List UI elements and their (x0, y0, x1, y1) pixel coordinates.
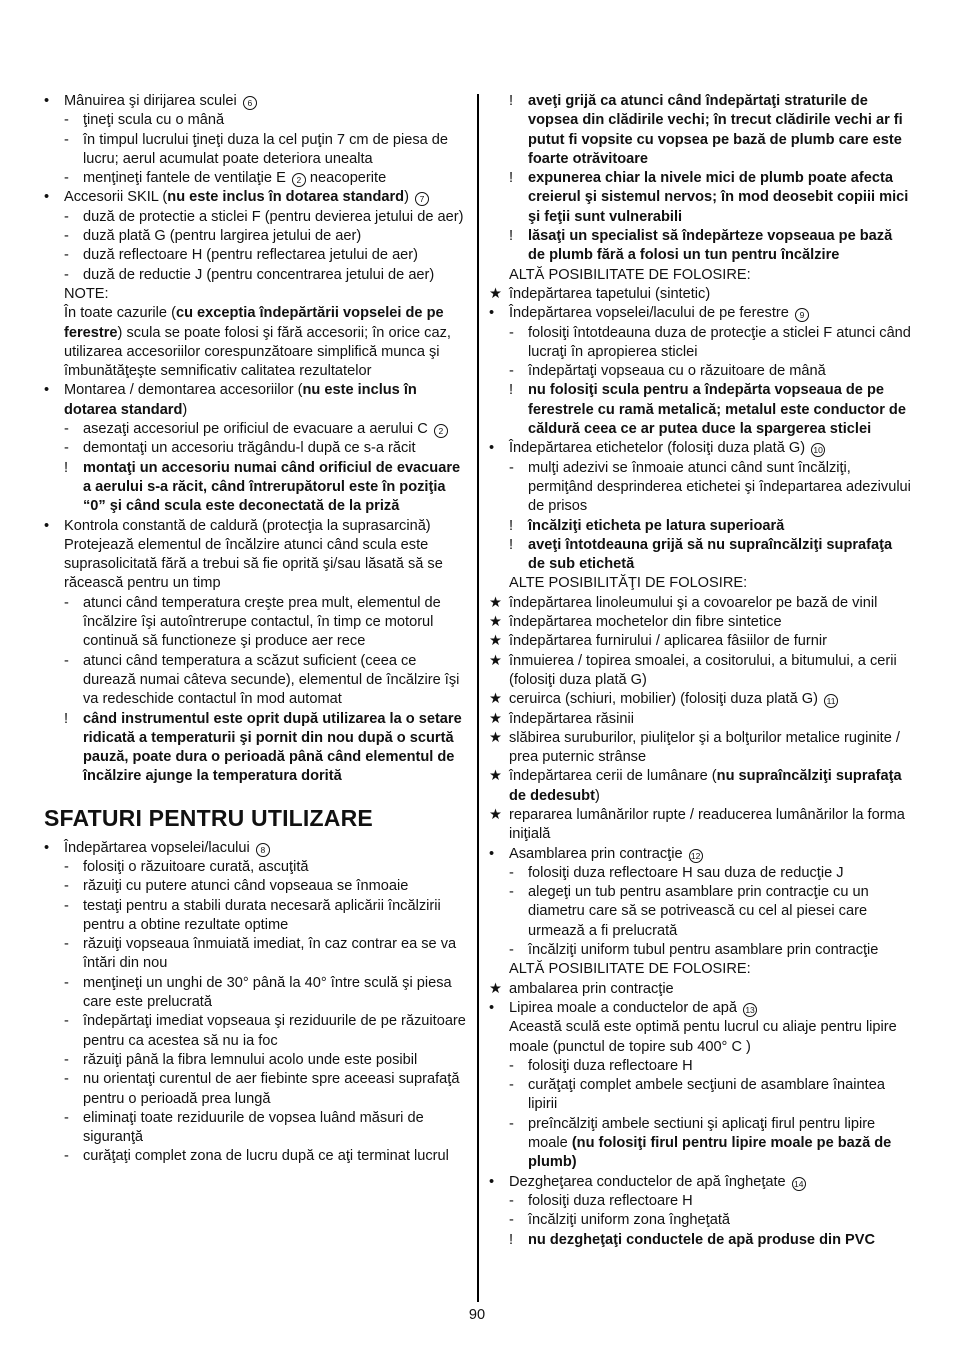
dash-marker: - (64, 421, 69, 438)
text: răzuiţi vopseaua înmuiată imediat, în caz contrar ea se va întări din nou (83, 936, 457, 972)
sub-item (489, 362, 913, 381)
bullet-marker: • (44, 839, 50, 856)
bullet-marker: • (489, 1173, 495, 1190)
text: curăţaţi complet zona de lucru după ce aţi terminat lucrul (83, 1148, 449, 1165)
sub-item (44, 974, 468, 1013)
text: duză reflectoare H (pentru reflectarea jetului de aer) (83, 247, 419, 264)
sub-item (44, 266, 468, 285)
bullet-marker: • (44, 189, 50, 206)
text: în timpul lucrului ţineţi duza la cel puţin 7 cm de piesa de lucru; aerul acumulat poate deteriora unealta (83, 131, 449, 167)
sub-item (489, 1057, 913, 1076)
dash-marker: - (64, 247, 69, 264)
usage-item (489, 285, 913, 304)
text: atunci când temperatura a scăzut suficient (ceea ce durează numai câteva secunde), elementul de încălzire îşi va redeschide contactul în mod automat (83, 652, 460, 708)
dash-marker: - (64, 1109, 69, 1126)
sub-item (489, 1115, 913, 1173)
text: demontaţi un accesoriu trăgându-l după ce s-a răcit (83, 440, 416, 457)
figure-reference: 9 (795, 308, 809, 322)
warning-item (489, 1231, 913, 1250)
text: Îndepărtarea vopselei/lacului (64, 839, 254, 856)
dash-marker: - (509, 864, 514, 881)
figure-reference: 10 (811, 443, 825, 457)
dash-marker: - (64, 1051, 69, 1068)
text: Montarea / demontarea accesoriilor ( (64, 382, 303, 399)
sub-item (44, 420, 468, 439)
paragraph (489, 960, 913, 979)
paragraph (44, 285, 468, 304)
text: Accesorii SKIL ( (64, 189, 168, 206)
dash-marker: - (509, 1077, 514, 1094)
dash-marker: - (64, 858, 69, 875)
sub-item (44, 111, 468, 130)
bold-text: nu dezgheţaţi conductele de apă produse din PVC (528, 1231, 876, 1248)
figure-reference: 14 (792, 1177, 806, 1191)
text: ţineţi scula cu o mână (83, 112, 225, 129)
text: În toate cazurile ( (64, 305, 176, 322)
bold-text: aveţi grijă ca atunci când îndepărtaţi straturile de vopsea din clădirile vechi; în trecut clădirile vechi ar fi putut fi vopsite cu vopsea pe bază de plumb care este foarte otrăvitoare (528, 93, 903, 167)
star-icon: ★ (489, 980, 503, 997)
sub-item (44, 439, 468, 458)
text: preîncălziţi ambele sectiuni şi aplicaţi firul pentru lipire moale (528, 1115, 876, 1152)
text: ) scula se poate folosi şi fără accesorii; în orice caz, utilizarea accesoriilor corespunzătoare simplifică munca şi îmbunătăţeşte semnificativ calitatea rezultatelor (64, 324, 451, 380)
text: îndepărtarea răsinii (509, 710, 634, 727)
dash-marker: - (509, 1212, 514, 1229)
text: Lipirea moale a conductelor de apă (509, 999, 742, 1016)
bullet-item (489, 439, 913, 458)
bullet-marker: • (489, 999, 495, 1016)
dash-marker: - (64, 652, 69, 669)
text: ambalarea prin contracţie (509, 980, 674, 997)
warning-marker: ! (509, 1231, 514, 1248)
sub-item (44, 1147, 468, 1166)
sub-item (489, 1076, 913, 1115)
dash-marker: - (64, 228, 69, 245)
sub-item (44, 227, 468, 246)
bullet-item (44, 381, 468, 420)
text: testaţi pentru a stabili durata necesară aplicării încălzirii pentru a obtine rezultate optime (83, 897, 441, 933)
sub-item (44, 652, 468, 710)
bullet-item (489, 999, 913, 1018)
warning-marker: ! (509, 536, 514, 553)
bold-text: nu este inclus în dotarea standard (64, 382, 417, 418)
star-icon: ★ (489, 614, 503, 631)
usage-item (489, 806, 913, 845)
bullet-item (44, 188, 468, 207)
star-icon: ★ (489, 806, 503, 823)
figure-reference: 6 (243, 96, 257, 110)
dash-marker: - (64, 897, 69, 914)
text: duză de reductie J (pentru concentrarea jetului de aer) (83, 266, 435, 283)
text: folosiţi o răzuitoare curată, ascuţită (83, 858, 309, 875)
dash-marker: - (64, 208, 69, 225)
bold-text: aveţi întotdeauna grijă să nu supraîncălziţi suprafaţa de sub etichetă (528, 536, 893, 573)
bullet-marker: • (44, 517, 50, 534)
dash-marker: - (64, 131, 69, 148)
figure-reference: 12 (689, 849, 703, 863)
text: îndepărtarea mochetelor din fibre sintetice (509, 614, 782, 631)
dash-marker: - (509, 1057, 514, 1074)
paragraph (489, 266, 913, 285)
text: îndepărtaţi vopseaua cu o răzuitoare de mână (528, 363, 826, 380)
bullet-marker: • (44, 93, 50, 109)
dash-marker: - (64, 440, 69, 457)
usage-item (489, 594, 913, 613)
star-icon: ★ (489, 710, 503, 727)
sub-item (44, 877, 468, 896)
sub-item (44, 246, 468, 265)
text: Dezgheţarea conductelor de apă îngheţate (509, 1173, 790, 1190)
text: atunci când temperatura creşte prea mult, elementul de încălzire îşi autoîntrerupe contactul, în timp ce motorul continuă să functioneze şi produce aer rece (83, 594, 441, 650)
text: îndepărtarea linoleumului şi a covoarelor pe bază de vinil (509, 594, 878, 611)
text: ) (594, 787, 600, 804)
star-icon: ★ (489, 768, 503, 785)
right-column (489, 92, 913, 1250)
sub-item (44, 897, 468, 936)
bullet-marker: • (44, 382, 50, 399)
warning-marker: ! (509, 93, 514, 109)
dash-marker: - (509, 324, 514, 341)
bold-text: (nu folosiţi firul pentru lipire moale pe bază de plumb) (528, 1135, 892, 1171)
bold-text: expunerea chiar la nivele mici de plumb poate afecta creierul şi sistemul nervos; în mod deosebit copiii mici şi feţii sunt vulnerabili (528, 170, 909, 225)
usage-item (489, 632, 913, 651)
star-icon: ★ (489, 633, 503, 650)
star-icon: ★ (489, 691, 503, 708)
dash-marker: - (64, 936, 69, 953)
text: duză de protectie a sticlei F (pentru devierea jetului de aer) (83, 208, 464, 225)
warning-marker: ! (509, 517, 514, 534)
section-heading (44, 805, 468, 831)
dash-marker: - (64, 266, 69, 283)
warning-marker: ! (509, 228, 514, 245)
warning-item (489, 381, 913, 439)
dash-marker: - (509, 1115, 514, 1132)
dash-marker: - (64, 878, 69, 895)
star-icon: ★ (489, 285, 503, 302)
dash-marker: - (64, 170, 69, 187)
text: ALTĂ POSIBILITATE DE FOLOSIRE: (509, 961, 751, 978)
text: Asamblarea prin contracţie (509, 845, 687, 862)
bullet-item (489, 1173, 913, 1192)
usage-item (489, 767, 913, 806)
text: neacoperite (305, 170, 387, 187)
bullet-item (44, 839, 468, 858)
text: menţineţi fantele de ventilaţie E (83, 170, 290, 187)
bold-text: când instrumentul este oprit după utilizarea la o setare ridicată a temperaturii şi pornit din nou după o scurtă pauză, poate dura o perioadă până când elementul de încălzire ajunge la temperatura dorită (83, 710, 462, 785)
sub-item (44, 1051, 468, 1070)
text: Această sculă este optimă pentu lucrul cu aliaje pentru lipire moale (punctul de topire sub 400° C ) (509, 1019, 897, 1055)
bullet-item (489, 304, 913, 323)
text: curăţaţi complet ambele secţiuni de asamblare înaintea lipirii (528, 1077, 885, 1113)
figure-reference: 2 (434, 424, 448, 438)
dash-marker: - (509, 363, 514, 380)
text: asezaţi accesoriul pe orificiul de evacuare a aerului C (83, 421, 432, 438)
column-divider (477, 94, 479, 1302)
figure-reference: 8 (256, 843, 270, 857)
dash-marker: - (64, 1071, 69, 1088)
bold-text: nu folosiţi scula pentru a îndepărta vopseaua de pe ferestrele cu ramă metalică; metalul este conductor de căldură ceea ce ar putea duce la spargerea sticlei (528, 382, 906, 438)
figure-reference: 7 (415, 192, 429, 206)
sub-item (489, 941, 913, 960)
bold-text: încălziţi eticheta pe latura superioară (528, 517, 785, 534)
text: alegeţi un tub pentru asamblare prin contracţie cu un diametru care să se potrivească cu cel al piesei care urmează a fi prelucrată (528, 884, 869, 939)
dash-marker: - (509, 942, 514, 959)
paragraph (44, 304, 468, 381)
star-icon: ★ (489, 652, 503, 669)
text: folosiţi duza reflectoare H (528, 1057, 693, 1074)
text: slăbirea suruburilor, piuliţelor şi a bolţurilor metalice ruginite / prea puternic strânse (509, 729, 900, 766)
bullet-marker: • (489, 305, 495, 322)
page-number: 90 (468, 1307, 486, 1323)
warning-marker: ! (64, 459, 69, 476)
usage-item (489, 652, 913, 691)
warning-item (489, 227, 913, 266)
text: răzuiţi cu putere atunci când vopseaua se înmoaie (83, 878, 409, 895)
text: îndepărtaţi imediat vopseaua şi reziduurile de pe răzuitoare pentru ca acestea să nu ia foc (83, 1013, 466, 1049)
dash-marker: - (509, 884, 514, 901)
bullet-item (44, 92, 468, 111)
paragraph (489, 574, 913, 593)
star-icon: ★ (489, 594, 503, 611)
text: NOTE: (64, 285, 109, 302)
text: Îndepărtarea etichetelor (folosiţi duza plată G) (509, 440, 810, 457)
sub-item (44, 858, 468, 877)
sub-item (44, 169, 468, 188)
sub-item (489, 324, 913, 363)
text: mulţi adezivi se înmoaie atunci când sunt încălziţi, permiţând desprinderea etichetei şi îndepartarea adezivului de prisos (528, 459, 911, 515)
dash-marker: - (64, 594, 69, 611)
text: Kontrola constantă de caldură (protecţia la suprasarcină) Protejează elementul de încălzire atunci când scula este suprasolicitată fără a trebui să fie oprită şi/sau lăsată să se răcească pentru un timp (64, 517, 443, 592)
warning-item (44, 710, 468, 787)
text: folosiţi întotdeauna duza de protecţie a sticlei F atunci când lucraţi în apropierea sticlei (528, 324, 911, 360)
sub-item (44, 1012, 468, 1051)
bold-text: cu exceptia îndepărtării vopselei de pe ferestre (64, 305, 444, 341)
text: duză plată G (pentru largirea jetului de aer) (83, 228, 362, 245)
warning-item (489, 517, 913, 536)
bold-text: nu este inclus în dotarea standard (167, 189, 405, 206)
warning-item (489, 92, 913, 169)
text: ) (404, 189, 414, 206)
figure-reference: 2 (292, 173, 306, 187)
dash-marker: - (509, 459, 514, 476)
bullet-marker: • (489, 440, 495, 457)
bold-text: nu supraîncălziţi suprafaţa de dedesubt (509, 768, 902, 804)
text: răzuiţi până la fibra lemnului acolo unde este posibil (83, 1051, 418, 1068)
bullet-item (489, 845, 913, 864)
sub-item (44, 1070, 468, 1109)
dash-marker: - (64, 1013, 69, 1030)
dash-marker: - (64, 974, 69, 991)
warning-item (489, 169, 913, 227)
text: încălziţi uniform tubul pentru asamblare prin contracţie (528, 942, 879, 959)
sub-item (489, 1211, 913, 1230)
usage-item (489, 980, 913, 999)
text: ) (182, 401, 188, 418)
sub-item (489, 1192, 913, 1211)
bullet-item (44, 517, 468, 594)
text: îndepărtarea cerii de lumânare ( (509, 768, 717, 785)
text: încălziţi uniform zona îngheţată (528, 1212, 730, 1229)
usage-item (489, 613, 913, 632)
warning-item (44, 459, 468, 517)
sub-item (489, 883, 913, 941)
text: repararea lumânărilor rupte / readucerea lumânărilor la forma iniţială (509, 806, 905, 843)
text: Îndepărtarea vopselei/lacului de pe ferestre (509, 305, 793, 322)
text: ALTE POSIBILITĂŢI DE FOLOSIRE: (509, 575, 748, 592)
sub-item (489, 864, 913, 883)
text: îndepărtarea tapetului (sintetic) (509, 285, 711, 302)
text: ALTĂ POSIBILITATE DE FOLOSIRE: (509, 266, 751, 283)
star-icon: ★ (489, 729, 503, 746)
dash-marker: - (509, 1192, 514, 1209)
sub-item (44, 594, 468, 652)
text: ceruirca (schiuri, mobilier) (folosiţi duza plată G) (509, 691, 823, 708)
text: folosiţi duza reflectoare H (528, 1192, 693, 1209)
bold-text: montaţi un accesoriu numai când orificiul de evacuare a aerului s-a răcit, când întrerupătorul este în poziţia “0” şi când scula este deconectată de la priză (83, 459, 461, 515)
usage-item (489, 690, 913, 709)
bold-text: lăsaţi un specialist să îndepărteze vopseaua pe bază de plumb fără a folosi un tun pentru încălzire (528, 228, 893, 264)
dash-marker: - (64, 1148, 69, 1165)
text: îndepărtarea furnirului / aplicarea fâsiilor de furnir (509, 633, 827, 650)
usage-item (489, 729, 913, 768)
sub-item (44, 131, 468, 170)
warning-item (489, 536, 913, 575)
sub-item (44, 935, 468, 974)
text: eliminaţi toate reziduurile de vopsea luând măsuri de siguranţă (83, 1109, 424, 1146)
sub-item (489, 459, 913, 517)
text: folosiţi duza reflectoare H sau duza de reducţie J (528, 864, 844, 881)
bullet-marker: • (489, 845, 495, 862)
text: Mânuirea şi dirijarea sculei (64, 93, 241, 109)
paragraph (489, 1018, 913, 1057)
dash-marker: - (64, 112, 69, 129)
text: nu orientaţi curentul de aer fiebinte spre aceeasi suprafaţă pentru o perioadă prea lungă (83, 1071, 460, 1107)
warning-marker: ! (509, 382, 514, 399)
sub-item (44, 1109, 468, 1148)
figure-reference: 11 (824, 694, 838, 708)
text: menţineţi un unghi de 30° până la 40° între sculă şi piesa care este prelucrată (83, 974, 452, 1011)
warning-marker: ! (509, 170, 514, 187)
usage-item (489, 710, 913, 729)
warning-marker: ! (64, 710, 69, 727)
figure-reference: 13 (743, 1003, 757, 1017)
sub-item (44, 208, 468, 227)
left-column (44, 92, 468, 1167)
text: înmuierea / topirea smoalei, a cositorului, a bitumului, a cerii (folosiţi duza plată G) (509, 652, 897, 688)
text: SFATURI PENTRU UTILIZARE (44, 804, 373, 831)
